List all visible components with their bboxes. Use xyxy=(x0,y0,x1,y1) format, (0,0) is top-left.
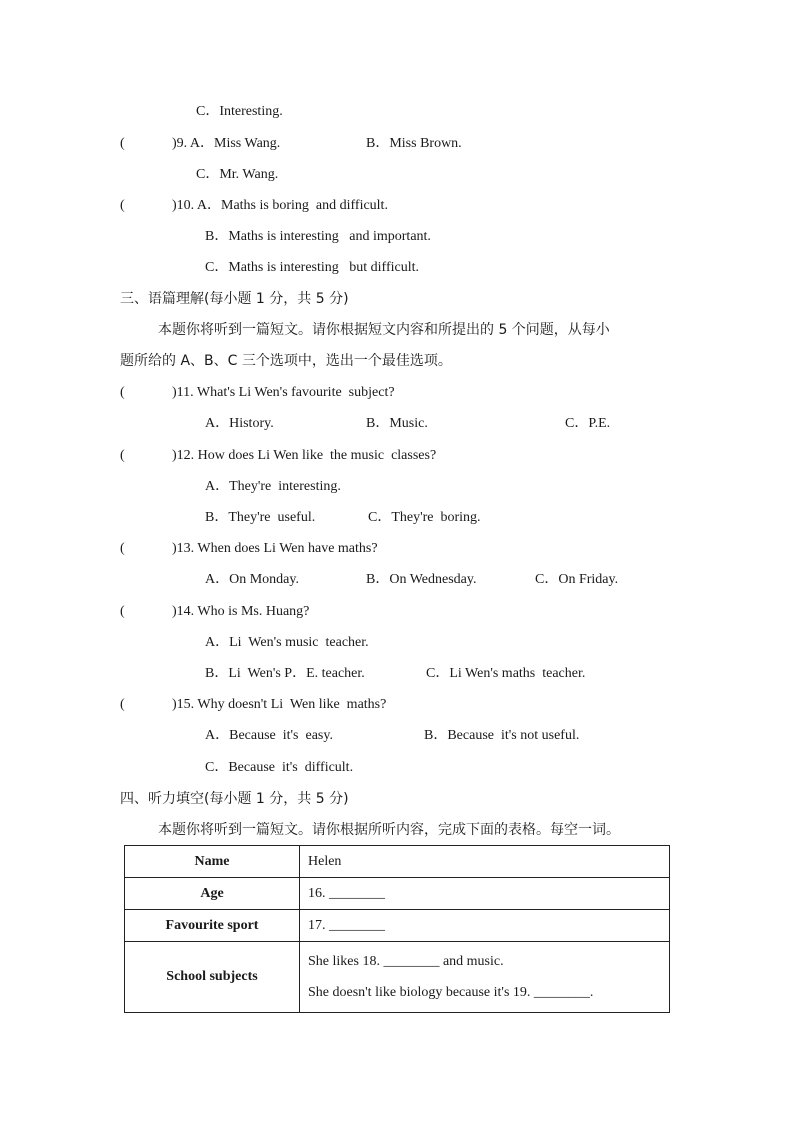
section3-heading: 三、语篇理解(每小题 1 分，共 5 分) xyxy=(120,291,349,307)
table-label-age: Age xyxy=(125,878,300,910)
table-label-subjects: School subjects xyxy=(125,942,300,1013)
q11-option-b: B．Music. xyxy=(366,416,428,431)
section3-intro-line2: 题所给的 A、B、C 三个选项中，选出一个最佳选项。 xyxy=(120,353,452,369)
q15-stem: )15. Why doesn't Li Wen like maths? xyxy=(172,697,387,712)
q13-stem: )13. When does Li Wen have maths? xyxy=(172,541,378,556)
q15-option-c: C．Because it's difficult. xyxy=(205,760,354,775)
q12-stem: )12. How does Li Wen like the music classes? xyxy=(172,448,437,463)
q12-option-c: C．They're boring. xyxy=(368,510,481,525)
q10-stem-option-a: )10. A．Maths is boring and difficult. xyxy=(172,198,388,213)
q10-option-c: C．Maths is interesting but difficult. xyxy=(205,260,420,275)
q14-option-c: C．Li Wen's maths teacher. xyxy=(426,666,586,681)
answer-paren: ( xyxy=(120,541,125,556)
table-value-subjects xyxy=(300,942,670,1013)
answer-paren: ( xyxy=(120,136,125,151)
table-row xyxy=(125,942,670,1013)
section4-heading: 四、听力填空(每小题 1 分，共 5 分) xyxy=(120,791,349,807)
table-value-sport: 17. ________ xyxy=(300,910,670,942)
table-row xyxy=(125,910,670,942)
table-value-age: 16. ________ xyxy=(300,878,670,910)
q9-option-c: C．Mr. Wang. xyxy=(196,167,279,182)
q13-option-c: C．On Friday. xyxy=(535,572,619,587)
subjects-line-1: She likes 18. ________ and music. xyxy=(308,954,504,969)
table-label-name: Name xyxy=(125,846,300,878)
table-label-sport: Favourite sport xyxy=(125,910,300,942)
q11-option-c: C．P.E. xyxy=(565,416,611,431)
answer-paren: ( xyxy=(120,448,125,463)
section4-intro: 本题你将听到一篇短文。请你根据所听内容，完成下面的表格。每空一词。 xyxy=(158,822,620,838)
answer-paren: ( xyxy=(120,604,125,619)
q13-option-b: B．On Wednesday. xyxy=(366,572,477,587)
table-row xyxy=(125,846,670,878)
q12-option-a: A．They're interesting. xyxy=(205,479,341,494)
answer-paren: ( xyxy=(120,697,125,712)
q14-option-b: B．Li Wen's P．E. teacher. xyxy=(205,666,365,681)
q15-option-a: A．Because it's easy. xyxy=(205,728,333,743)
q14-option-a: A．Li Wen's music teacher. xyxy=(205,635,369,650)
q15-option-b: B．Because it's not useful. xyxy=(424,728,580,743)
q9-option-b: B．Miss Brown. xyxy=(366,136,462,151)
section3-intro-line1: 本题你将听到一篇短文。请你根据短文内容和所提出的 5 个问题，从每小 xyxy=(158,322,610,338)
q11-option-a: A．History. xyxy=(205,416,274,431)
q11-stem: )11. What's Li Wen's favourite subject? xyxy=(172,385,395,400)
q14-stem: )14. Who is Ms. Huang? xyxy=(172,604,310,619)
subjects-line-2: She doesn't like biology because it's 19. ________. xyxy=(308,985,594,1000)
info-table xyxy=(124,845,670,1013)
table-value-name: Helen xyxy=(300,846,670,878)
q13-option-a: A．On Monday. xyxy=(205,572,299,587)
q8-option-c: C．Interesting. xyxy=(196,104,283,119)
q9-stem-option-a: )9. A．Miss Wang. xyxy=(172,136,281,151)
answer-paren: ( xyxy=(120,385,125,400)
q10-option-b: B．Maths is interesting and important. xyxy=(205,229,431,244)
q12-option-b: B．They're useful. xyxy=(205,510,316,525)
table-row xyxy=(125,878,670,910)
answer-paren: ( xyxy=(120,198,125,213)
